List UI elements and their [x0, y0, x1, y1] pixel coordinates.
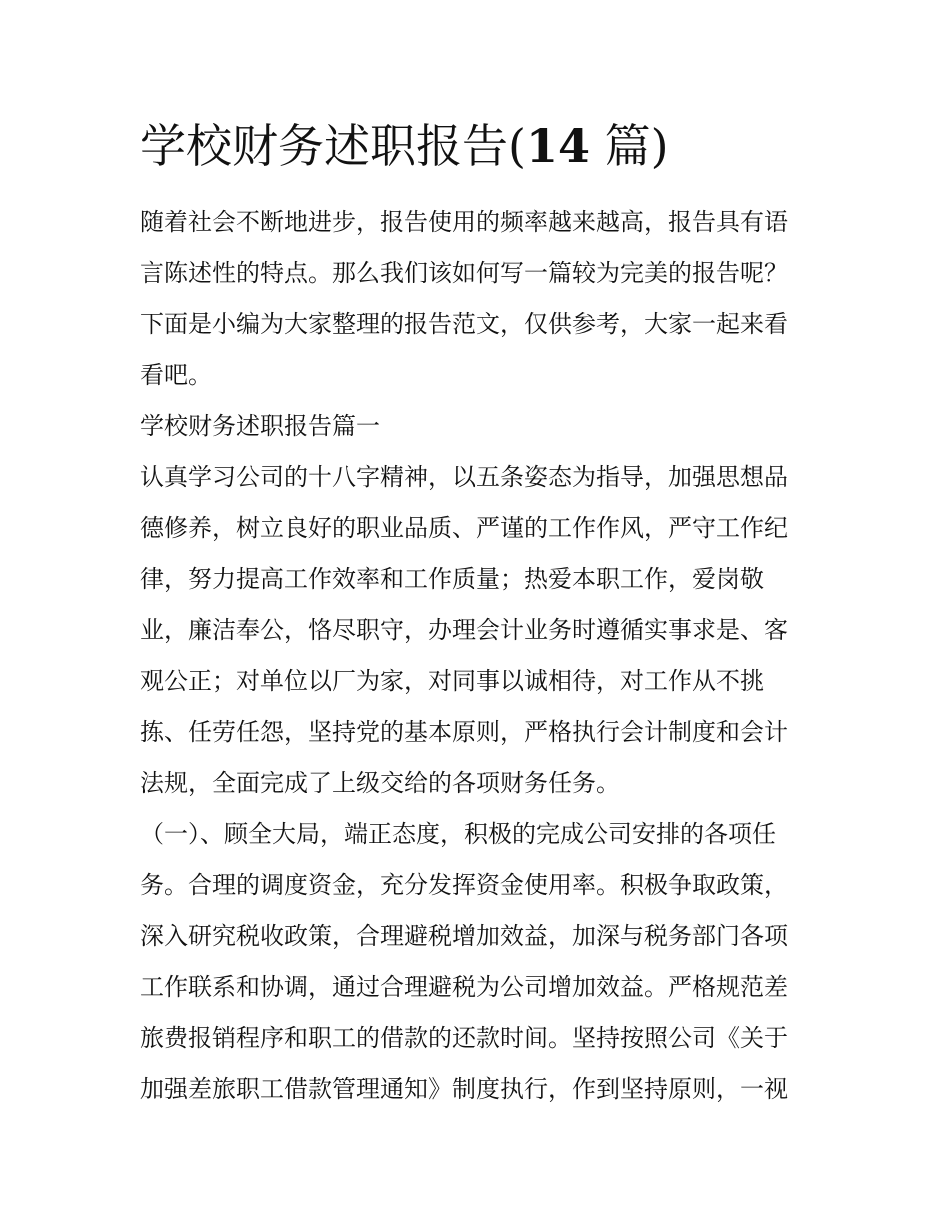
body-line-2: 德修养，树立良好的职业品质、严谨的工作作风，严守工作纪 — [140, 514, 788, 542]
body-line-4: 业，廉洁奉公，恪尽职守，办理会计业务时遵循实事求是、客 — [140, 616, 788, 644]
item-one-line-5: 旅费报销程序和职工的借款的还款时间。坚持按照公司《关于 — [140, 1024, 788, 1052]
intro-line-1: 随着社会不断地进步，报告使用的频率越来越高，报告具有语 — [140, 208, 788, 236]
title-suffix: 篇) — [589, 119, 669, 173]
body-line-1: 认真学习公司的十八字精神，以五条姿态为指导，加强思想品 — [140, 463, 788, 491]
intro-line-4: 看吧。 — [140, 361, 212, 389]
page-title — [140, 116, 669, 176]
title-prefix: 学校财务述职报告( — [140, 119, 526, 173]
item-one-line-3: 深入研究税收政策，合理避税增加效益，加深与税务部门各项 — [140, 922, 788, 950]
intro-line-2: 言陈述性的特点。那么我们该如何写一篇较为完美的报告呢？ — [140, 259, 788, 287]
item-one-line-6: 加强差旅职工借款管理通知》制度执行，作到坚持原则，一视 — [140, 1075, 788, 1103]
item-one-line-1: （一）、顾全大局，端正态度，积极的完成公司安排的各项任 — [140, 820, 776, 848]
body-line-5: 观公正；对单位以厂为家，对同事以诚相待，对工作从不挑 — [140, 667, 764, 695]
body-line-7: 法规，全面完成了上级交给的各项财务任务。 — [140, 769, 620, 797]
intro-line-3: 下面是小编为大家整理的报告范文，仅供参考，大家一起来看 — [140, 310, 788, 338]
section-heading: 学校财务述职报告篇一 — [140, 412, 380, 440]
title-number: 14 — [525, 119, 590, 173]
body-line-3: 律，努力提高工作效率和工作质量；热爱本职工作，爱岗敬 — [140, 565, 764, 593]
item-one-line-4: 工作联系和协调，通过合理避税为公司增加效益。严格规范差 — [140, 973, 788, 1001]
item-one-line-2: 务。合理的调度资金，充分发挥资金使用率。积极争取政策， — [140, 871, 788, 899]
body-line-6: 拣、任劳任怨，坚持党的基本原则，严格执行会计制度和会计 — [140, 718, 788, 746]
